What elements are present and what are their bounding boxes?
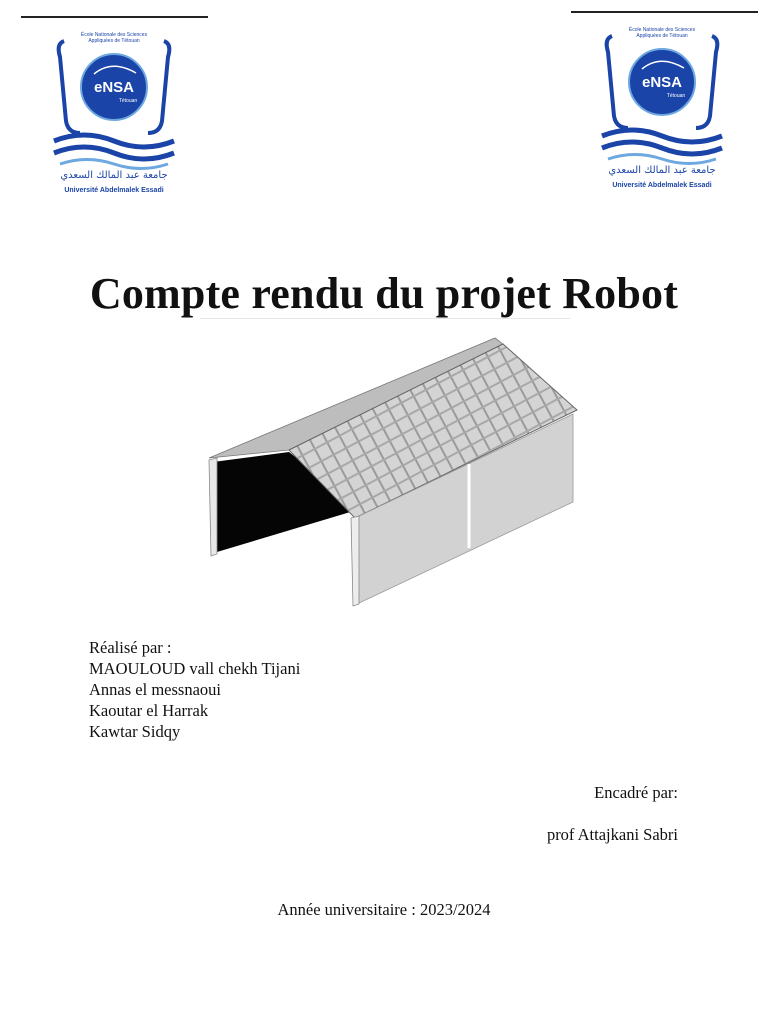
supervisor-name: prof Attajkani Sabri [546,825,678,844]
authors-label: Réalisé par : [89,638,172,657]
ensa-logo-left [50,29,178,199]
logo-arabic-name: جامعة عبد المالك السعدي [608,165,716,176]
logo-header-line-2: Appliquées de Tétouan [88,38,140,44]
logo-university-name: Université Abdelmalek Essadi [64,187,164,194]
author-name: Kawtar Sidqy [89,722,181,741]
academic-year: Année universitaire : 2023/2024 [277,900,491,919]
author-name: MAOULOUD vall chekh Tijani [89,659,301,678]
shed-illustration [205,334,585,608]
ensa-logo-right [598,24,726,194]
supervisor-label: Encadré par: [594,783,678,802]
logo-arabic-name: جامعة عبد المالك السعدي [60,170,168,181]
authors-block [89,637,300,742]
logo-header-line-1: École Nationale des Sciences [628,27,696,33]
logo-university-name: Université Abdelmalek Essadi [612,182,712,189]
page-title: Compte rendu du projet Robot [89,269,679,318]
logo-header-line-2: Appliquées de Tétouan [636,33,688,39]
author-name: Annas el messnaoui [89,680,221,699]
logo-emblem-subtext: Tétouan [118,98,138,104]
logo-emblem-text: eNSA [641,74,683,91]
supervisor-block [547,782,678,845]
top-left-rule [21,16,208,18]
logo-emblem-text: eNSA [93,79,135,96]
author-name: Kaoutar el Harrak [89,701,209,720]
title-divider [200,318,570,319]
logo-emblem-subtext: Tétouan [666,93,686,99]
top-right-rule [571,11,758,13]
logo-header-line-1: École Nationale des Sciences [80,32,148,38]
